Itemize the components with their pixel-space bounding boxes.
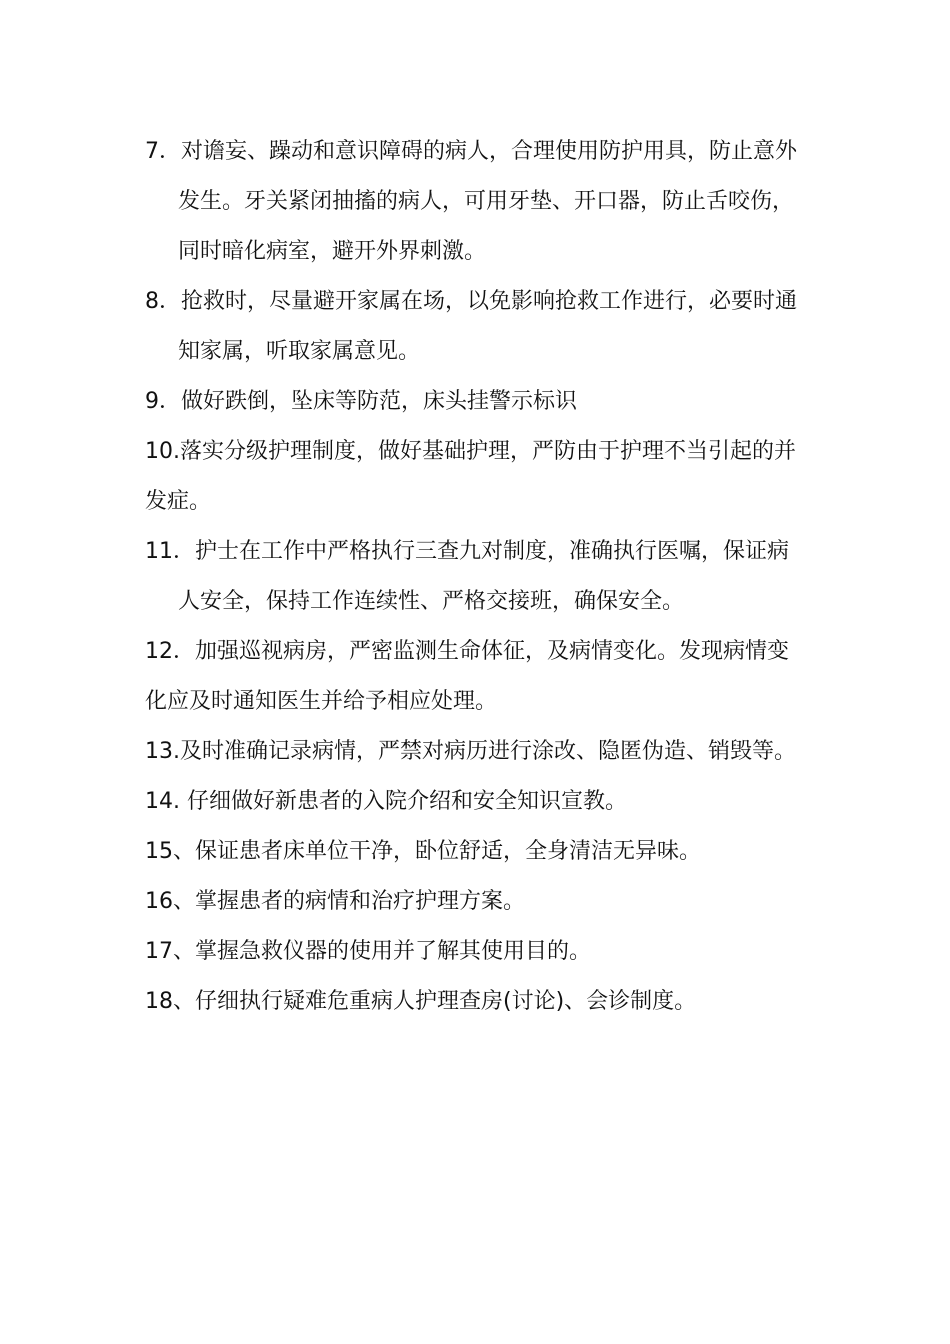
text-line: 7．对谵妄、躁动和意识障碍的病人，合理使用防护用具，防止意外 xyxy=(145,139,797,164)
text-line: 8．抢救时，尽量避开家属在场，以免影响抢救工作进行，必要时通 xyxy=(145,289,797,314)
text-line: 同时暗化病室，避开外界刺激。 xyxy=(178,239,487,264)
text-line: 11．护士在工作中严格执行三查九对制度，准确执行医嘱，保证病 xyxy=(145,539,789,564)
text-line: 人安全，保持工作连续性、严格交接班，确保安全。 xyxy=(178,589,685,614)
text-line: 9．做好跌倒，坠床等防范，床头挂警示标识 xyxy=(145,389,577,414)
text-line: 化应及时通知医生并给予相应处理。 xyxy=(145,689,498,714)
text-line: 发生。牙关紧闭抽搐的病人，可用牙垫、开口器，防止舌咬伤， xyxy=(178,189,795,214)
text-line: 12．加强巡视病房，严密监测生命体征，及病情变化。发现病情变 xyxy=(145,639,789,664)
text-line: 14. 仔细做好新患者的入院介绍和安全知识宣教。 xyxy=(145,789,627,814)
text-line: 发症。 xyxy=(145,489,212,514)
text-line: 15、保证患者床单位干净，卧位舒适，全身清洁无异味。 xyxy=(145,839,701,864)
text-line: 18、仔细执行疑难危重病人护理查房(讨论)、会诊制度。 xyxy=(145,989,697,1014)
text-line: 16、掌握患者的病情和治疗护理方案。 xyxy=(145,889,525,914)
text-line: 13.及时准确记录病情，严禁对病历进行涂改、隐匿伪造、销毁等。 xyxy=(145,739,796,764)
document-body xyxy=(145,127,815,1027)
text-line: 知家属，听取家属意见。 xyxy=(178,339,421,364)
text-line: 17、掌握急救仪器的使用并了解其使用目的。 xyxy=(145,939,591,964)
text-line: 10.落实分级护理制度，做好基础护理，严防由于护理不当引起的并 xyxy=(145,439,796,464)
